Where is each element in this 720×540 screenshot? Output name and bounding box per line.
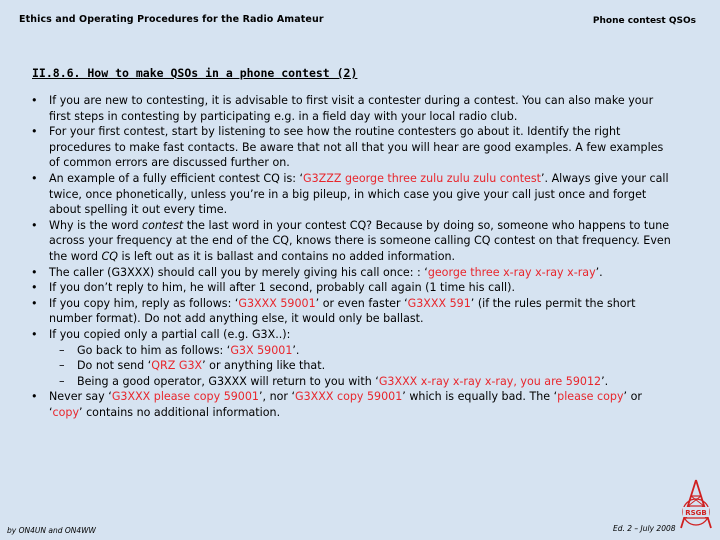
dash-text: ’. [601,374,609,388]
bullet-list [31,93,671,420]
bullet-text: is left out as it is ballast and contains no added information. [118,249,456,263]
bullet-item [31,93,671,124]
bullet-text: Why is the word [49,218,143,232]
dash-text: ’. [292,343,300,357]
bullet-text: For your first contest, start by listening to see how the routine contesters go about it. Identify the right procedures to make fast contacts. Be aware that not all that you will hear are good examples. A few examples of common errors are discussed further on. [49,125,664,170]
bullet-text: the last word in your contest CQ? Because by doing so, someone who happens to tune across your frequency at the end of the CQ, knows there is someone calling CQ contest on that frequency. Even the word [49,218,671,263]
slide-content [31,93,671,420]
highlighted-reply: G3XXX 59001 [238,296,316,310]
dash-text: Do not send ‘ [77,359,152,373]
dash-item [49,358,671,374]
bullet-text: ’ or even faster ‘ [315,296,408,310]
highlighted-reply: G3X 59001 [230,343,293,357]
bullet-text: ’. Always give your call twice, once phonetically, unless you’re in a big pileup, in which case you give your call just once and forget about spelling it out every time. [49,171,669,217]
emphasized-word: contest [142,218,184,232]
dash-list [49,343,671,390]
bullet-text: ’. [595,265,603,279]
bullet-text: An example of a fully efficient contest CQ is: ‘ [49,171,304,185]
bullet-text: If you copy him, reply as follows: ‘ [49,296,239,310]
highlighted-phrase: copy [52,405,80,419]
bullet-item [31,296,671,327]
bullet-text: If you don’t reply to him, he will after 1 second, probably call again (1 time his call). [49,281,515,295]
bullet-item [31,280,671,296]
highlighted-phrase: please copy [557,390,624,404]
highlighted-reply: QRZ G3X [151,359,203,373]
dash-item [49,343,671,359]
highlighted-phrase: G3XXX please copy 59001 [111,390,259,404]
bullet-text: The caller (G3XXX) should call you by merely giving his call once: : ‘ [49,265,428,279]
bullet-text: ’, nor ‘ [258,390,295,404]
highlighted-call: george three x-ray x-ray x-ray [427,265,596,279]
bullet-item [31,124,671,171]
section-title: II.8.6. How to make QSOs in a phone contest (2) [32,66,358,80]
highlighted-reply: G3XXX x-ray x-ray x-ray, you are 59012 [378,374,602,388]
bullet-text: If you are new to contesting, it is advisable to first visit a contester during a contest. You can also make your first steps in contesting by participating e.g. in a field day with your local radio club. [49,94,654,123]
header-title: Ethics and Operating Procedures for the Radio Amateur [19,14,324,25]
bullet-text: If you copied only a partial call (e.g. G3X..): [49,327,291,341]
bullet-item [31,327,671,389]
header-subtitle: Phone contest QSOs [592,16,696,26]
bullet-item [31,265,671,281]
bullet-text: ’ contains no additional information. [79,405,281,419]
dash-item [49,374,671,390]
dash-text: ’ or anything like that. [202,359,326,373]
bullet-item [31,218,671,265]
footer-authors: by ON4UN and ON4WW [7,526,96,535]
bullet-text: ’ (if the rules permit the short number format). Do not add anything else, it would only be ballast. [49,296,636,326]
bullet-text: Never say ‘ [49,390,112,404]
bullet-text: ’ or ‘ [49,390,642,419]
emphasized-word: CQ [101,249,119,263]
dash-text: Go back to him as follows: ‘ [77,343,231,357]
bullet-item [31,389,671,420]
footer-edition: Ed. 2 – July 2008 [613,524,676,533]
bullet-item [31,171,671,218]
logo-text: RSGB [685,509,707,517]
dash-text: Being a good operator, G3XXX will return to you with ‘ [77,374,379,388]
rsgb-logo [671,478,720,540]
highlighted-phrase: G3XXX copy 59001 [295,390,403,404]
highlighted-cq-example: G3ZZZ george three zulu zulu zulu contest [303,171,542,185]
bullet-text: ’ which is equally bad. The ‘ [402,390,558,404]
highlighted-reply: G3XXX 591 [407,296,471,310]
